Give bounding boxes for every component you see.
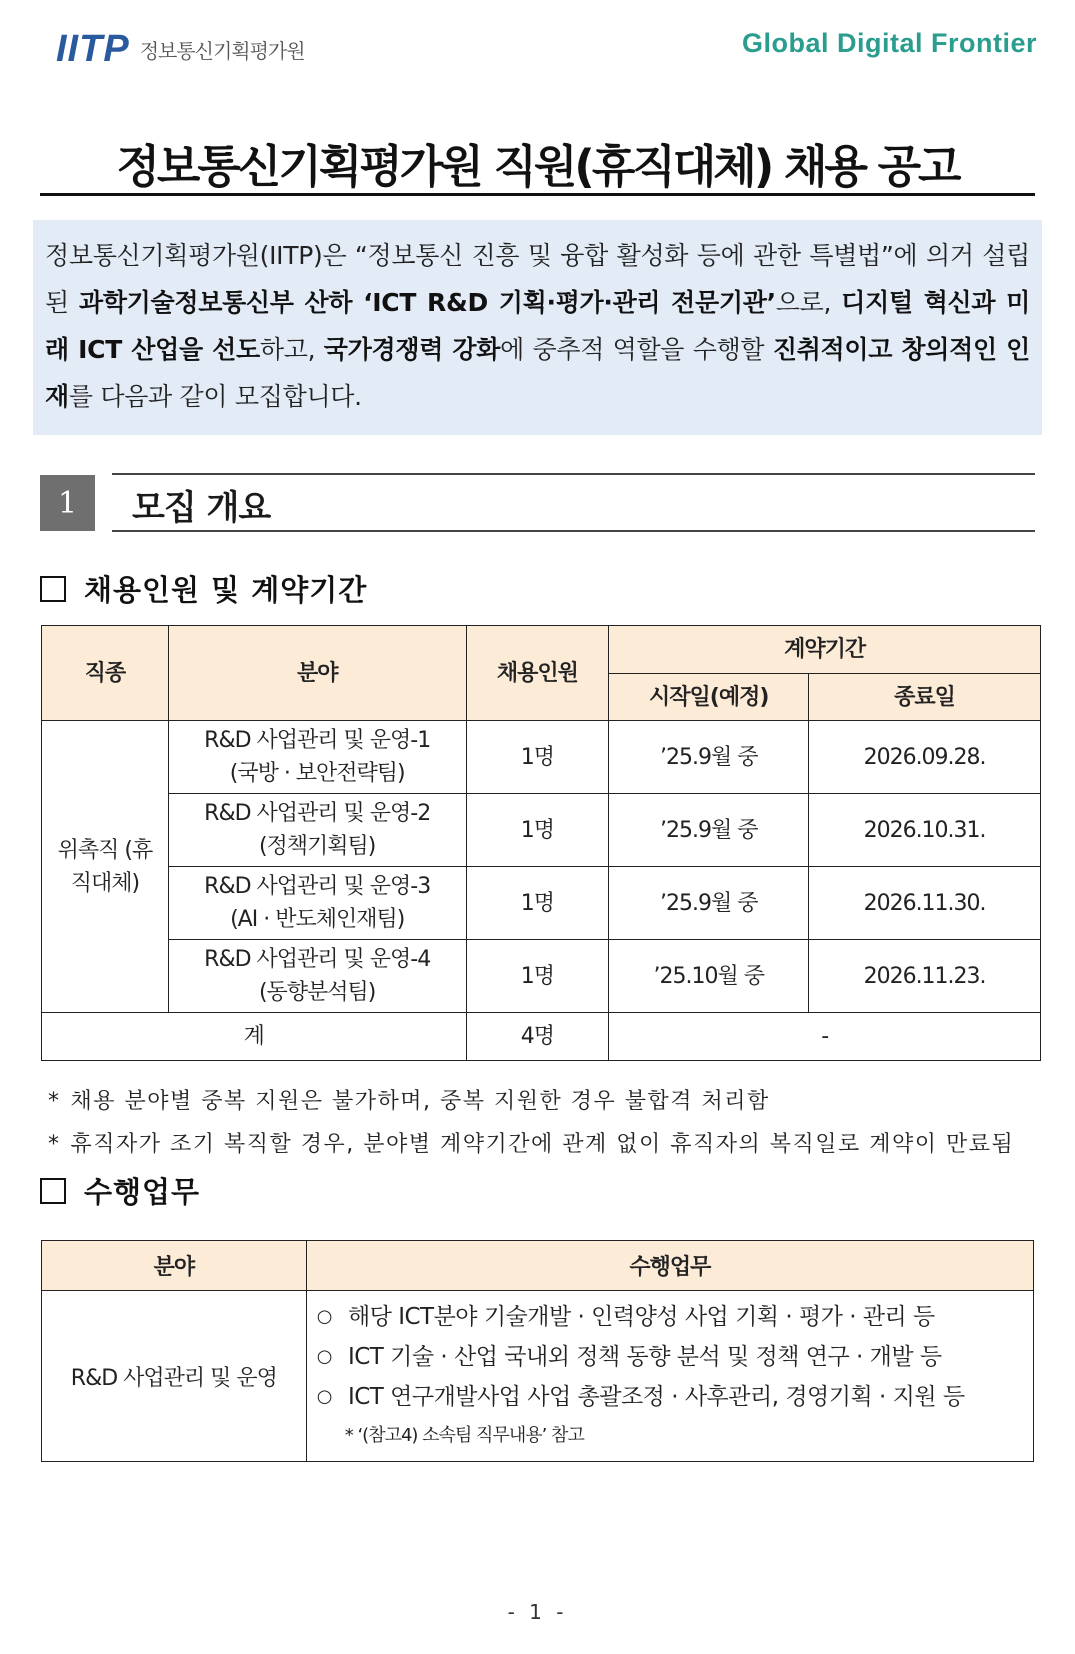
field-team: (AI · 반도체인재팀)	[230, 907, 405, 932]
duties-heading-text: 수행업무	[84, 1175, 201, 1209]
note-text: 휴직자가 조기 복직할 경우, 분야별 계약기간에 관계 없이 휴직자의 복직일로 계약이 만료됨	[70, 1132, 1015, 1157]
start-cell: ’25.9월 중	[609, 794, 809, 867]
checkbox-icon	[40, 1178, 66, 1204]
slogan: Global Digital Frontier	[741, 28, 1037, 58]
header-count: 채용인원	[466, 626, 609, 721]
field-cell	[168, 721, 466, 794]
header-field: 분야	[168, 626, 466, 721]
logo-mark: IITP	[56, 28, 130, 70]
table-row	[42, 1291, 1034, 1462]
intro-bold-3: 국가경쟁력 강화	[323, 335, 501, 364]
note-item: * 채용 분야별 중복 지원은 불가하며, 중복 지원한 경우 불합격 처리함	[48, 1089, 770, 1114]
end-cell: 2026.11.23.	[809, 940, 1041, 1013]
logo-text: 정보통신기획평가원	[139, 39, 305, 63]
field-team: (동향분석팀)	[258, 980, 376, 1005]
duty-item	[317, 1297, 1023, 1337]
header-end: 종료일	[809, 674, 1041, 721]
checkbox-icon	[40, 576, 66, 602]
field-name: R&D 사업관리 및 운영-2	[204, 801, 431, 826]
intro-bold-4: 진취적이고 창의적인 인재	[45, 335, 1030, 411]
duty-list-cell	[306, 1291, 1033, 1462]
header-job-type: 직종	[42, 626, 169, 721]
table-row	[42, 940, 1041, 1013]
duty-text: ICT 기술 · 산업 국내외 정책 동향 분석 및 정책 연구 · 개발 등	[347, 1344, 942, 1370]
intro-text-2: 으로,	[775, 288, 842, 317]
duty-item	[317, 1377, 1023, 1417]
end-cell: 2026.11.30.	[809, 867, 1041, 940]
field-cell	[168, 794, 466, 867]
count-cell: 1명	[466, 940, 609, 1013]
circle-bullet-icon: ○	[316, 1346, 332, 1367]
total-label: 계	[42, 1013, 467, 1061]
circle-bullet-icon: ○	[316, 1306, 332, 1327]
recruit-notes	[48, 1080, 1014, 1166]
page-header	[38, 18, 1037, 78]
intro-text-4: 에 중추적 역할을 수행할	[500, 335, 773, 364]
duty-text: ICT 연구개발사업 사업 총괄조정 · 사후관리, 경영기획 · 지원 등	[347, 1384, 965, 1410]
section-number: 1	[40, 475, 95, 531]
count-cell: 1명	[466, 794, 609, 867]
intro-box	[33, 220, 1042, 435]
intro-text-1: 정보통신기획평가원(IITP)은 “정보통신 진흥 및 융합 활성화 등에 관한 특별법”에 의거 설립된	[45, 241, 1030, 317]
table-row	[42, 721, 1041, 794]
note-item: * 휴직자가 조기 복직할 경우, 분야별 계약기간에 관계 없이 휴직자의 복직일로 계약이 만료됨	[48, 1132, 1015, 1157]
total-period: -	[609, 1013, 1041, 1061]
table-row	[42, 794, 1041, 867]
duties-heading	[40, 1170, 200, 1211]
field-cell	[168, 867, 466, 940]
title-underline	[40, 193, 1035, 196]
job-type-cell: 위촉직 (휴직대체)	[42, 721, 169, 1013]
duty-item	[317, 1337, 1023, 1377]
section-rule-bottom	[112, 530, 1035, 532]
section-title: 모집 개요	[132, 488, 271, 528]
intro-text-3: 하고,	[259, 335, 324, 364]
total-count: 4명	[466, 1013, 609, 1061]
field-team: (정책기획팀)	[258, 834, 376, 859]
recruit-table	[41, 625, 1041, 1061]
intro-bold-2: 디지털 혁신과 미래 ICT 산업을 선도	[45, 288, 1030, 364]
intro-bold-1: 과학기술정보통신부 산하 ‘ICT R&D 기획·평가·관리 전문기관’	[78, 288, 776, 317]
table-row	[42, 867, 1041, 940]
end-cell: 2026.09.28.	[809, 721, 1041, 794]
duties-table	[41, 1240, 1034, 1462]
iitp-logo	[56, 28, 305, 71]
header-start: 시작일(예정)	[609, 674, 809, 721]
total-row	[42, 1013, 1041, 1061]
duty-text: 해당 ICT분야 기술개발 · 인력양성 사업 기획 · 평가 · 관리 등	[347, 1304, 935, 1330]
page-title: 정보통신기획평가원 직원(휴직대체) 채용 공고	[116, 140, 959, 193]
header-duty-field: 분야	[42, 1241, 307, 1291]
duty-field-cell: R&D 사업관리 및 운영	[42, 1291, 307, 1462]
note-text: 채용 분야별 중복 지원은 불가하며, 중복 지원한 경우 불합격 처리함	[70, 1089, 770, 1114]
section-rule-top	[112, 473, 1035, 475]
recruit-heading-text: 채용인원 및 계약기간	[84, 573, 368, 607]
count-cell: 1명	[466, 721, 609, 794]
end-cell: 2026.10.31.	[809, 794, 1041, 867]
field-name: R&D 사업관리 및 운영-3	[204, 874, 431, 899]
page-number: - 1 -	[507, 1600, 568, 1624]
start-cell: ’25.10월 중	[609, 940, 809, 1013]
header-period: 계약기간	[609, 626, 1041, 674]
start-cell: ’25.9월 중	[609, 721, 809, 794]
field-cell	[168, 940, 466, 1013]
field-name: R&D 사업관리 및 운영-4	[204, 947, 431, 972]
field-team: (국방 · 보안전략팀)	[229, 761, 405, 786]
intro-text-5: 를 다음과 같이 모집합니다.	[68, 382, 362, 411]
count-cell: 1명	[466, 867, 609, 940]
field-name: R&D 사업관리 및 운영-1	[204, 728, 431, 753]
recruit-heading	[40, 568, 367, 609]
header-duty: 수행업무	[306, 1241, 1033, 1291]
duty-reference: * ‘(참고4) 소속팀 직무내용’ 참고	[344, 1425, 584, 1446]
circle-bullet-icon: ○	[316, 1386, 332, 1407]
start-cell: ’25.9월 중	[609, 867, 809, 940]
